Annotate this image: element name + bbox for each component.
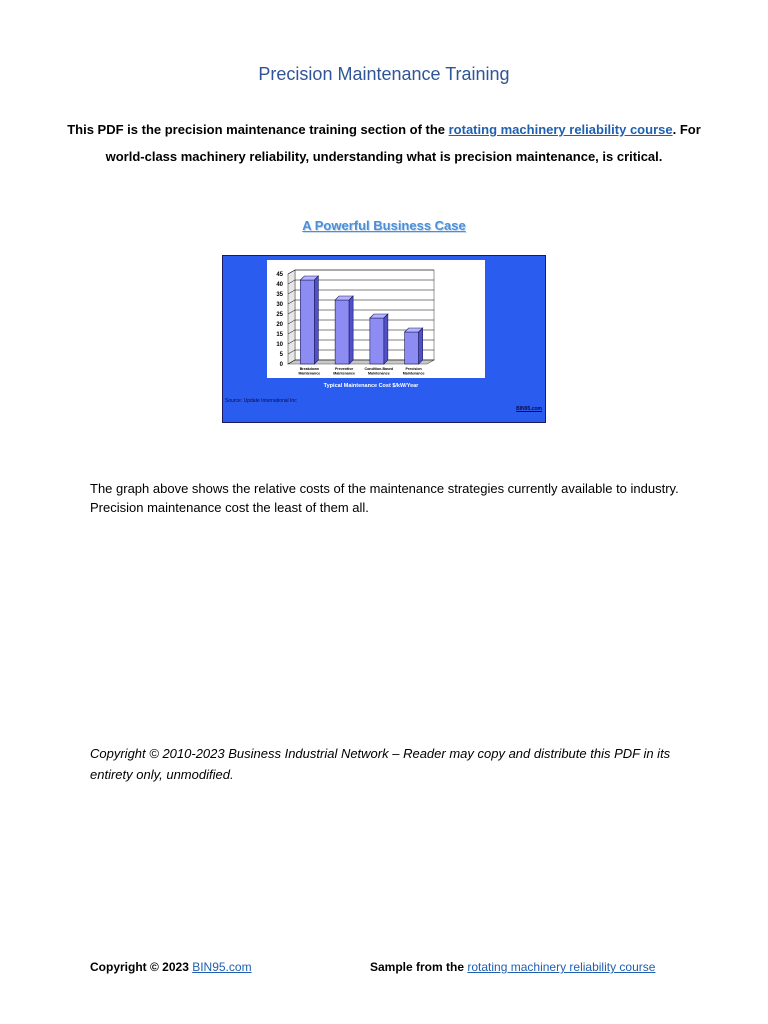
y-tick-label: 25 [276,312,283,318]
category-label: Precision [405,367,422,371]
y-tick-label: 5 [279,352,283,358]
body-paragraph: The graph above shows the relative costs of the maintenance strategies currently available to industry. Precision maintenance cost the least of them all. [90,481,679,515]
footer-sample-text: Sample from the [370,960,468,974]
bar-side [349,296,353,364]
bar [300,280,314,364]
chart-side-wall [288,270,295,364]
category-label: Maintenance [298,371,321,376]
chart-source: Source: Update International Inc [225,398,297,404]
y-tick-label: 35 [276,292,283,298]
y-tick-label: 40 [276,282,283,288]
category-label: Breakdown [299,367,320,371]
x-axis-label: Typical Maintenance Cost $/kW/Year [323,383,419,389]
bar [335,300,349,364]
intro-paragraph [60,116,708,170]
chart-brand: BIN95.com [516,406,542,412]
page-title: Precision Maintenance Training [258,64,510,84]
bar-side [419,328,423,364]
bar-side [314,276,318,364]
intro-text-end: . For world-class machinery reliability, understanding what is precision maintenance, is critical. [105,122,701,164]
bar [405,332,419,364]
course-link[interactable]: rotating machinery reliability course [448,122,673,137]
category-label: Maintenance [333,371,356,376]
footer-copyright [90,960,252,974]
bar-side [384,314,388,364]
section-heading: A Powerful Business Case [302,218,466,233]
y-tick-label: 10 [276,342,283,348]
y-tick-label: 45 [276,272,283,278]
bar [370,318,384,364]
footer-course-link[interactable]: rotating machinery reliability course [467,960,656,974]
category-label: Preventive [335,367,354,371]
footer-copyright-text: Copyright © 2023 [90,960,193,974]
category-label: Condition-Based [364,367,394,371]
category-label: Maintenance [367,371,390,376]
footer-sample [370,960,655,974]
copyright-notice: Copyright © 2010-2023 Business Industrial Network – Reader may copy and distribute this PDF in its entirety only, unmodified. [90,746,671,782]
footer-site-link[interactable]: BIN95.com [192,960,252,974]
cost-chart [222,255,546,423]
y-tick-label: 0 [279,362,283,368]
y-tick-label: 30 [276,302,283,308]
intro-text-start: This PDF is the precision maintenance training section of the [67,122,449,137]
category-label: Maintenance [402,371,425,376]
y-tick-label: 15 [276,332,283,338]
y-tick-label: 20 [276,322,283,328]
